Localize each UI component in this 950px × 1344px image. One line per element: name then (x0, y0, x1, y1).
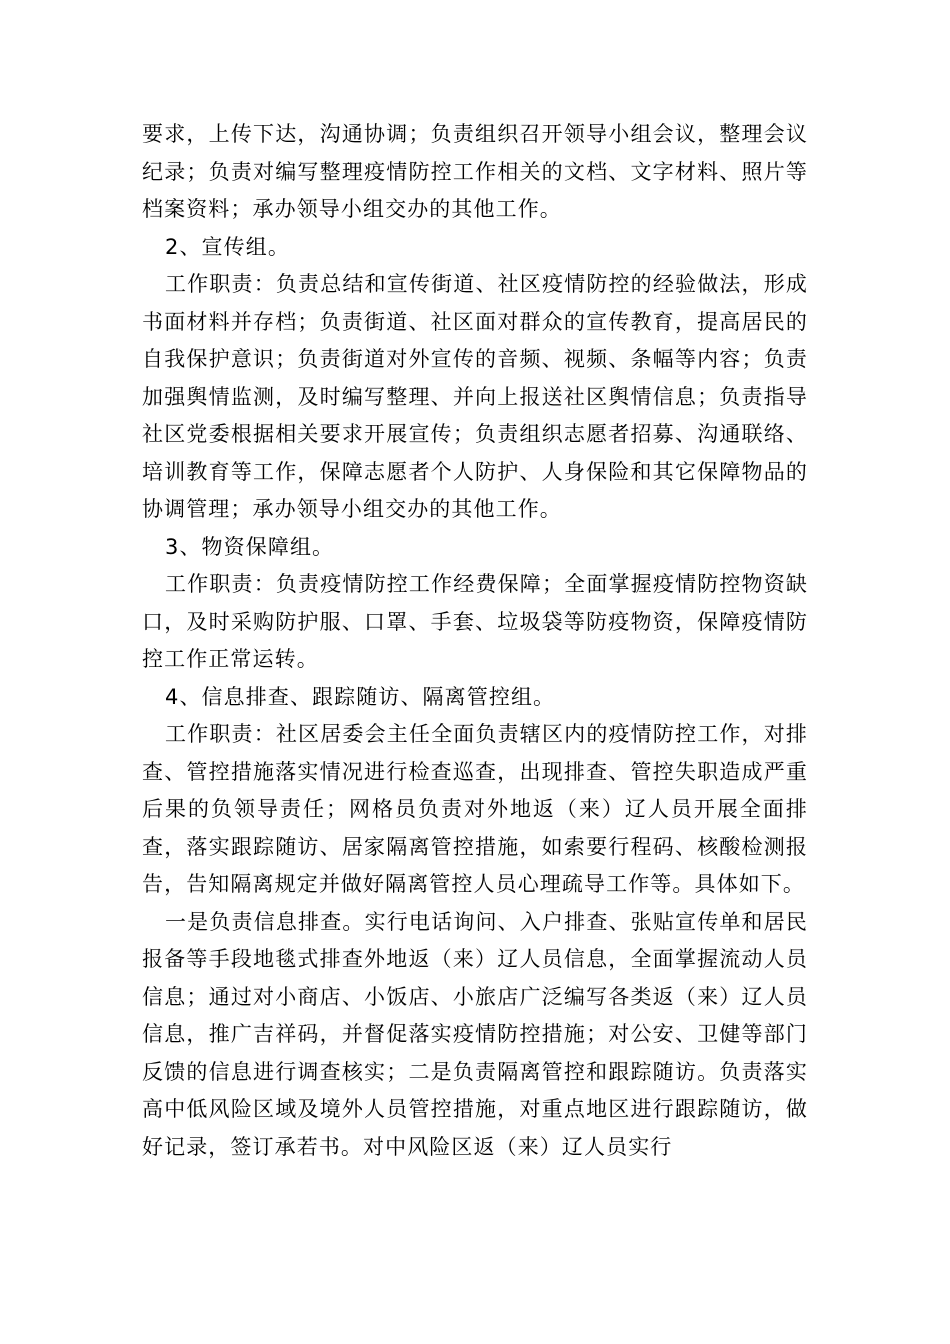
heading-publicity-group: 2、宣传组。 (165, 234, 290, 259)
paragraph-publicity-duties: 工作职责：负责总结和宣传街道、社区疫情防控的经验做法，形成书面材料并存档；负责街道、社区面对群众的宣传教育，提高居民的自我保护意识；负责街道对外宣传的音频、视频、条幅等内容；负责加强舆情监测，及时编写整理、并向上报送社区舆情信息；负责指导社区党委根据相关要求开展宣传；负责组织志愿者招募、沟通联络、培训教育等工作，保障志愿者个人防护、人身保险和其它保障物品的协调管理；承办领导小组交办的其他工作。 (142, 272, 808, 521)
heading-tracking-group: 4、信息排查、跟踪随访、隔离管控组。 (165, 684, 556, 709)
paragraph-tracking-duties: 工作职责：社区居委会主任全面负责辖区内的疫情防控工作，对排查、管控措施落实情况进行检查巡查，出现排查、管控失职造成严重后果的负领导责任；网格员负责对外地返（来）辽人员开展全面排查，落实跟踪随访、居家隔离管控措施，如索要行程码、核酸检测报告，告知隔离规定并做好隔离管控人员心理疏导工作等。具体如下。 (142, 722, 808, 896)
paragraph-supplies-duties: 工作职责：负责疫情防控工作经费保障；全面掌握疫情防控物资缺口，及时采购防护服、口罩、手套、垃圾袋等防疫物资，保障疫情防控工作正常运转。 (142, 572, 808, 671)
document-page (142, 116, 808, 1166)
paragraph-intro: 要求，上传下达，沟通协调；负责组织召开领导小组会议，整理会议纪录；负责对编写整理疫情防控工作相关的文档、文字材料、照片等档案资料；承办领导小组交办的其他工作。 (142, 122, 808, 221)
heading-supplies-group: 3、物资保障组。 (165, 534, 335, 559)
paragraph-tracking-details: 一是负责信息排查。实行电话询问、入户排查、张贴宣传单和居民报备等手段地毯式排查外地返（来）辽人员信息，全面掌握流动人员信息；通过对小商店、小饭店、小旅店广泛编写各类返（来）辽人员信息，推广吉祥码，并督促落实疫情防控措施；对公安、卫健等部门反馈的信息进行调查核实；二是负责隔离管控和跟踪随访。负责落实高中低风险区域及境外人员管控措施，对重点地区进行跟踪随访，做好记录，签订承若书。对中风险区返（来）辽人员实行 (142, 909, 808, 1159)
